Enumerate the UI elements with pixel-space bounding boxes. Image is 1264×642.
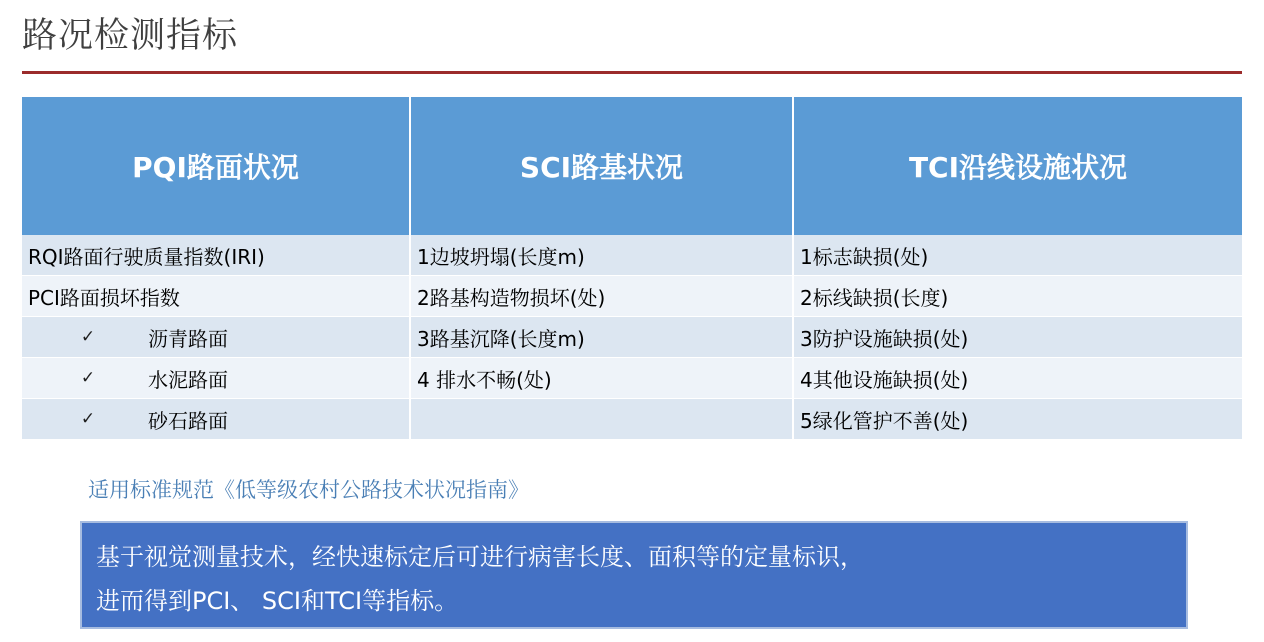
page-title: 路况检测指标 <box>22 16 239 56</box>
cell-sci <box>410 399 793 440</box>
table-row <box>22 358 1242 399</box>
indicator-table-wrap <box>22 97 1242 440</box>
summary-line-1: 基于视觉测量技术，经快速标定后可进行病害长度、面积等的定量标识， <box>96 543 864 571</box>
cell-pqi: PCI路面损坏指数 <box>22 276 410 317</box>
check-icon: ✓ <box>80 409 96 429</box>
table-row <box>22 399 1242 440</box>
check-icon: ✓ <box>80 368 96 388</box>
column-header-pqi: PQI路面状况 <box>22 97 410 235</box>
cell-tci: 2标线缺损(长度) <box>793 276 1242 317</box>
standard-note: 适用标准规范《低等级农村公路技术状况指南》 <box>88 478 529 502</box>
table-row <box>22 235 1242 276</box>
cell-tci: 4其他设施缺损(处) <box>793 358 1242 399</box>
indicator-table <box>22 97 1242 440</box>
summary-callout <box>80 521 1188 629</box>
table-body <box>22 235 1242 440</box>
table-header-row <box>22 97 1242 235</box>
cell-pqi <box>22 317 410 358</box>
cell-pqi <box>22 399 410 440</box>
table-header <box>22 97 1242 235</box>
cell-sci: 2路基构造物损坏(处) <box>410 276 793 317</box>
cell-tci: 5绿化管护不善(处) <box>793 399 1242 440</box>
column-header-tci: TCI沿线设施状况 <box>793 97 1242 235</box>
cell-tci: 1标志缺损(处) <box>793 235 1242 276</box>
cell-tci: 3防护设施缺损(处) <box>793 317 1242 358</box>
table-row <box>22 317 1242 358</box>
check-icon: ✓ <box>80 327 96 347</box>
cell-sci: 4 排水不畅(处) <box>410 358 793 399</box>
title-divider <box>22 71 1242 74</box>
cell-pqi: RQI路面行驶质量指数(IRI) <box>22 235 410 276</box>
column-header-sci: SCI路基状况 <box>410 97 793 235</box>
cell-sci: 3路基沉降(长度m) <box>410 317 793 358</box>
cell-pqi-label: 沥青路面 <box>148 326 228 351</box>
summary-line-2: 进而得到PCI、 SCI和TCI等指标。 <box>96 587 459 615</box>
cell-pqi-label: 砂石路面 <box>148 408 228 433</box>
cell-pqi-label: 水泥路面 <box>148 367 228 392</box>
table-row <box>22 276 1242 317</box>
cell-pqi <box>22 358 410 399</box>
cell-sci: 1边坡坍塌(长度m) <box>410 235 793 276</box>
